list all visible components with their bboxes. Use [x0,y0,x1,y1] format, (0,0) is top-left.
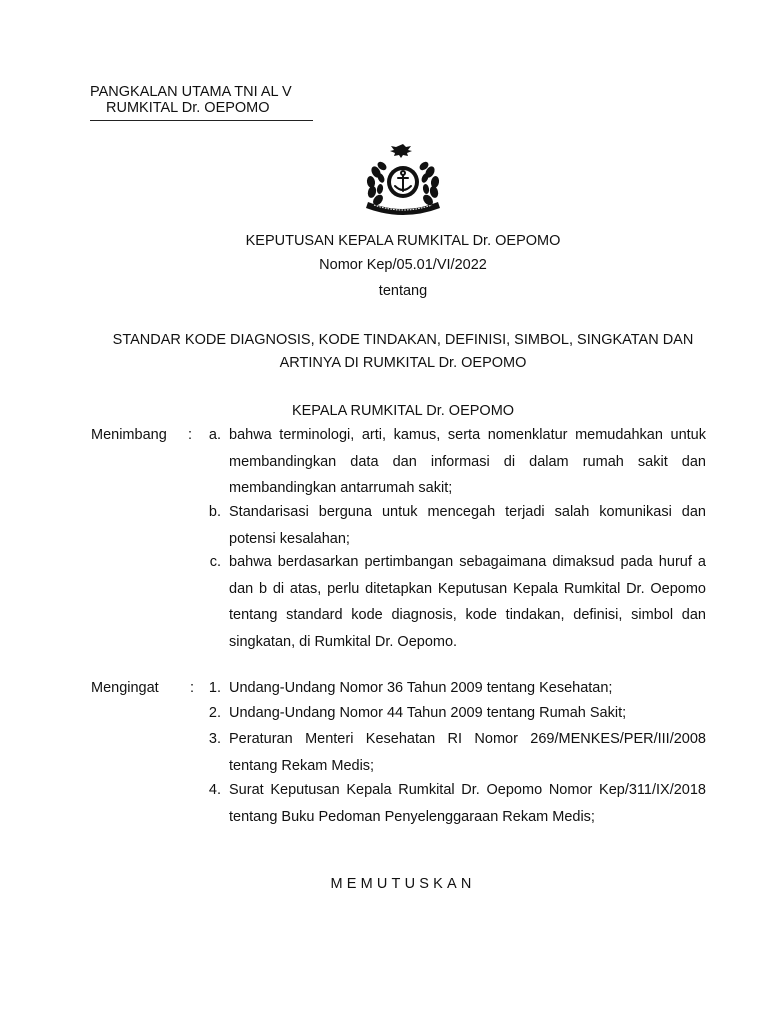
mengingat-item-1: Undang-Undang Nomor 36 Tahun 2009 tentang Kesehatan; [229,680,613,696]
menimbang-marker-a: a. [208,427,221,443]
tni-al-emblem-icon [360,142,446,218]
institution-name: PANGKALAN UTAMA TNI AL V [90,84,292,100]
mengingat-marker-1: 1. [208,680,221,696]
decree-subject-line1: STANDAR KODE DIAGNOSIS, KODE TINDAKAN, DEFINISI, SIMBOL, SINGKATAN DAN [112,332,694,348]
menimbang-marker-b: b. [208,504,221,520]
memutuskan-heading: MEMUTUSKAN [330,876,476,892]
mengingat-item-4: Surat Keputusan Kepala Rumkital Dr. Oepomo Nomor Kep/311/IX/2018 tentang Buku Pedoman Penyelenggaraan Rekam Medis; [229,782,706,825]
mengingat-item-3: Peraturan Menteri Kesehatan RI Nomor 269/MENKES/PER/III/2008 tentang Rekam Medis; [229,731,706,774]
mengingat-marker-4: 4. [208,782,221,798]
mengingat-colon: : [190,680,195,696]
menimbang-item-a: bahwa terminologi, arti, kamus, serta nomenklatur memudahkan untuk membandingkan data dan informasi di dalam rumah sakit dan membandingkan antarrumah sakit; [229,427,706,496]
menimbang-item-b: Standarisasi berguna untuk mencegah terjadi salah komunikasi dan potensi kesalahan; [229,504,706,547]
decree-title: KEPUTUSAN KEPALA RUMKITAL Dr. OEPOMO [245,233,561,249]
decree-issuer: KEPALA RUMKITAL Dr. OEPOMO [291,403,515,419]
menimbang-item-c: bahwa berdasarkan pertimbangan sebagaimana dimaksud pada huruf a dan b di atas, perlu ditetapkan Keputusan Kepala Rumkital Dr. Oepomo tentang standard kode diagnosis, kode tindakan, definisi, simbol dan singkatan, di Rumkital Dr. Oepomo. [229,554,706,650]
decree-about: tentang [378,283,428,299]
menimbang-label: Menimbang [91,427,167,443]
menimbang-marker-c: c. [209,554,221,570]
menimbang-colon: : [188,427,193,443]
decree-number: Nomor Kep/05.01/VI/2022 [319,257,487,273]
mengingat-item-2: Undang-Undang Nomor 44 Tahun 2009 tentang Rumah Sakit; [229,705,627,721]
mengingat-marker-3: 3. [208,731,221,747]
hospital-name: RUMKITAL Dr. OEPOMO [106,100,270,116]
mengingat-marker-2: 2. [208,705,221,721]
decree-subject-line2: ARTINYA DI RUMKITAL Dr. OEPOMO [279,355,527,371]
header-underline [90,120,313,121]
mengingat-label: Mengingat [91,680,159,696]
